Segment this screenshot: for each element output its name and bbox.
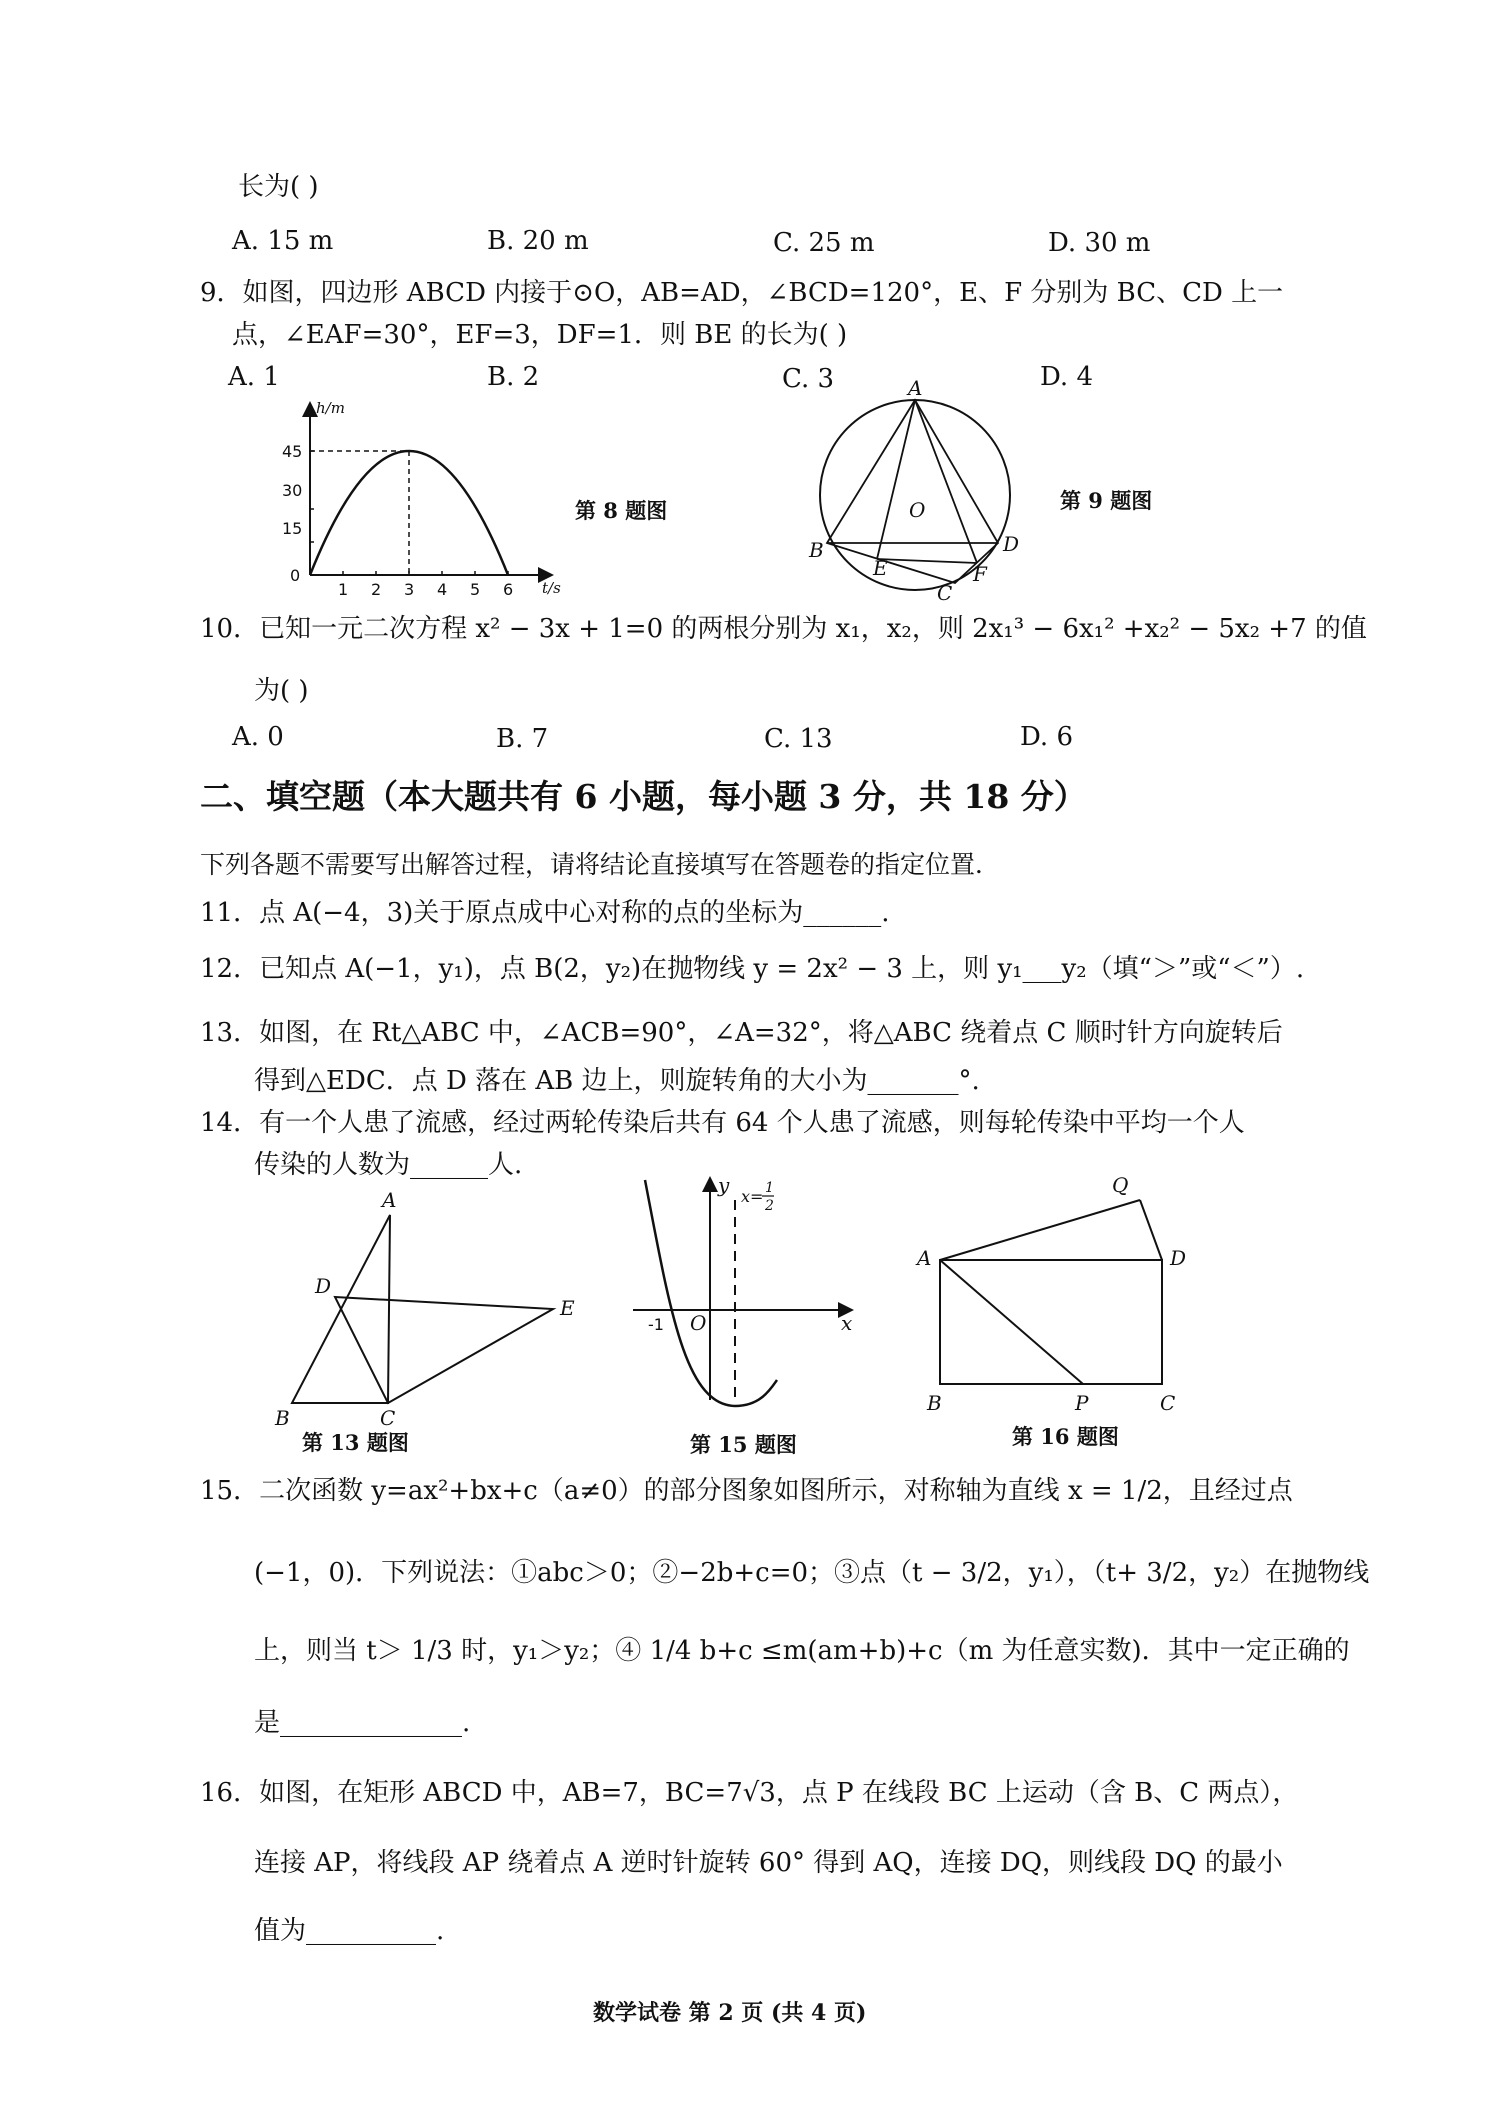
q15-line4: 是______________. — [254, 1708, 471, 1738]
x-tick-2: 2 — [371, 580, 382, 599]
point-c-label: C — [380, 1406, 396, 1430]
half-numerator: 1 — [765, 1180, 774, 1196]
y-tick-15: 15 — [282, 519, 303, 538]
point-a-label: A — [382, 1188, 397, 1212]
q10-option-b: B. 7 — [496, 724, 549, 754]
point-a-label: A — [917, 1246, 932, 1270]
page-footer: 数学试卷 第 2 页 (共 4 页) — [593, 2000, 867, 2026]
q10-option-a: A. 0 — [232, 722, 284, 752]
y-tick-30: 30 — [282, 481, 303, 500]
q13-line2: 得到△EDC．点 D 落在 AB 边上，则旋转角的大小为_______°. — [254, 1066, 980, 1096]
q9-line2: 点，∠EAF=30°，EF=3，DF=1．则 BE 的长为( ) — [232, 320, 848, 350]
q16-line3: 值为__________. — [254, 1916, 445, 1946]
point-o-label: O — [909, 498, 926, 522]
q10-option-c: C. 13 — [764, 724, 833, 754]
point-b-label: B — [927, 1391, 942, 1415]
x-tick-3: 3 — [404, 580, 415, 599]
y-axis-label: h/m — [316, 399, 345, 417]
half-denominator: 2 — [765, 1198, 774, 1214]
q13-line1: 13．如图，在 Rt△ABC 中，∠ACB=90°，∠A=32°，将△ABC 绕着点 C 顺时针方向旋转后 — [200, 1018, 1283, 1048]
q16-line2: 连接 AP，将线段 AP 绕着点 A 逆时针旋转 60° 得到 AQ，连接 DQ，则线段 DQ 的最小 — [254, 1848, 1283, 1878]
q8-option-a: A. 15 m — [232, 226, 334, 256]
point-c-label: C — [937, 581, 953, 605]
figure-15-parabola — [625, 1170, 865, 1420]
figure-9-circle — [809, 376, 1045, 605]
q11-text: 11．点 A(−4，3)关于原点成中心对称的点的坐标为______. — [200, 898, 890, 928]
point-b-label: B — [809, 538, 824, 562]
origin-label: O — [690, 1311, 707, 1335]
y-tick-45: 45 — [282, 442, 303, 461]
x-tick-1: 1 — [338, 580, 349, 599]
point-d-label: D — [1003, 532, 1020, 556]
q15-line3: 上，则当 t＞ 1/3 时，y₁＞y₂；④ 1/4 b+c ≤m(am+b)+c（m 为任意实数)．其中一定正确的 — [254, 1636, 1350, 1666]
q15-line1: 15．二次函数 y=ax²+bx+c（a≠0）的部分图象如图所示，对称轴为直线 x = 1/2，且经过点 — [200, 1476, 1293, 1506]
minus-one-label: -1 — [648, 1315, 664, 1334]
q10-option-d: D. 6 — [1020, 722, 1073, 752]
x-eq-label: x= — [741, 1187, 764, 1206]
q9-option-a: A. 1 — [228, 362, 280, 392]
q8-option-d: D. 30 m — [1048, 228, 1151, 258]
q15-line2: (−1，0)．下列说法：①abc＞0；②−2b+c=0；③点（t − 3/2，y₁），（t+ 3/2，y₂）在抛物线 — [254, 1558, 1370, 1588]
q9-line1: 9．如图，四边形 ABCD 内接于⊙O，AB=AD，∠BCD=120°，E、F 分别为 BC、CD 上一 — [200, 278, 1284, 308]
section-2-instruction: 下列各题不需要写出解答过程，请将结论直接填写在答题卷的指定位置． — [200, 850, 1001, 879]
q10-line1: 10．已知一元二次方程 x² − 3x + 1=0 的两根分别为 x₁，x₂，则 2x₁³ − 6x₁² +x₂² − 5x₂ +7 的值 — [200, 614, 1367, 644]
figure-15-caption: 第 15 题图 — [690, 1432, 797, 1457]
q16-line1: 16．如图，在矩形 ABCD 中，AB=7，BC=7√3，点 P 在线段 BC 上运动（含 B、C 两点）， — [200, 1778, 1299, 1808]
x-tick-5: 5 — [470, 580, 481, 599]
x-label: x — [841, 1311, 853, 1335]
figure-8-caption: 第 8 题图 — [575, 498, 668, 523]
point-e-label: E — [873, 556, 888, 580]
q8-option-c: C. 25 m — [773, 228, 875, 258]
q10-line2: 为( ) — [254, 676, 309, 706]
x-axis-label: t/s — [542, 579, 561, 597]
point-b-label: B — [275, 1406, 290, 1430]
x-tick-6: 6 — [503, 580, 514, 599]
q8-option-b: B. 20 m — [487, 226, 589, 256]
q8-stem-tail: 长为( ) — [238, 172, 319, 202]
q14-line2: 传染的人数为______人. — [254, 1150, 523, 1180]
figure-16-rectangle — [905, 1170, 1205, 1420]
figure-16-caption: 第 16 题图 — [1012, 1424, 1119, 1449]
point-p-label: P — [1075, 1391, 1089, 1415]
figure-8-graph — [280, 395, 580, 599]
y-tick-0: 0 — [290, 566, 301, 585]
figure-9-caption: 第 9 题图 — [1060, 488, 1153, 513]
q12-text: 12．已知点 A(−1，y₁)，点 B(2，y₂)在抛物线 y = 2x² − 3 上，则 y₁___y₂（填“＞”或“＜”）. — [200, 954, 1305, 984]
point-d-label: D — [315, 1274, 332, 1298]
point-d-label: D — [1170, 1246, 1187, 1270]
x-tick-4: 4 — [437, 580, 448, 599]
q9-option-b: B. 2 — [487, 362, 540, 392]
point-a-label: A — [908, 376, 923, 400]
q14-line1: 14．有一个人患了流感，经过两轮传染后共有 64 个人患了流感，则每轮传染中平均一个人 — [200, 1108, 1245, 1138]
q9-option-d: D. 4 — [1040, 362, 1093, 392]
point-f-label: F — [973, 562, 987, 586]
q9-option-c: C. 3 — [782, 364, 835, 394]
y-label: y — [718, 1173, 730, 1197]
point-q-label: Q — [1112, 1173, 1129, 1197]
figure-13-caption: 第 13 题图 — [302, 1430, 409, 1455]
point-c-label: C — [1160, 1391, 1176, 1415]
point-e-label: E — [560, 1296, 575, 1320]
figure-13-triangles — [270, 1185, 590, 1430]
section-2-heading: 二、填空题（本大题共有 6 小题，每小题 3 分，共 18 分） — [200, 777, 1087, 816]
